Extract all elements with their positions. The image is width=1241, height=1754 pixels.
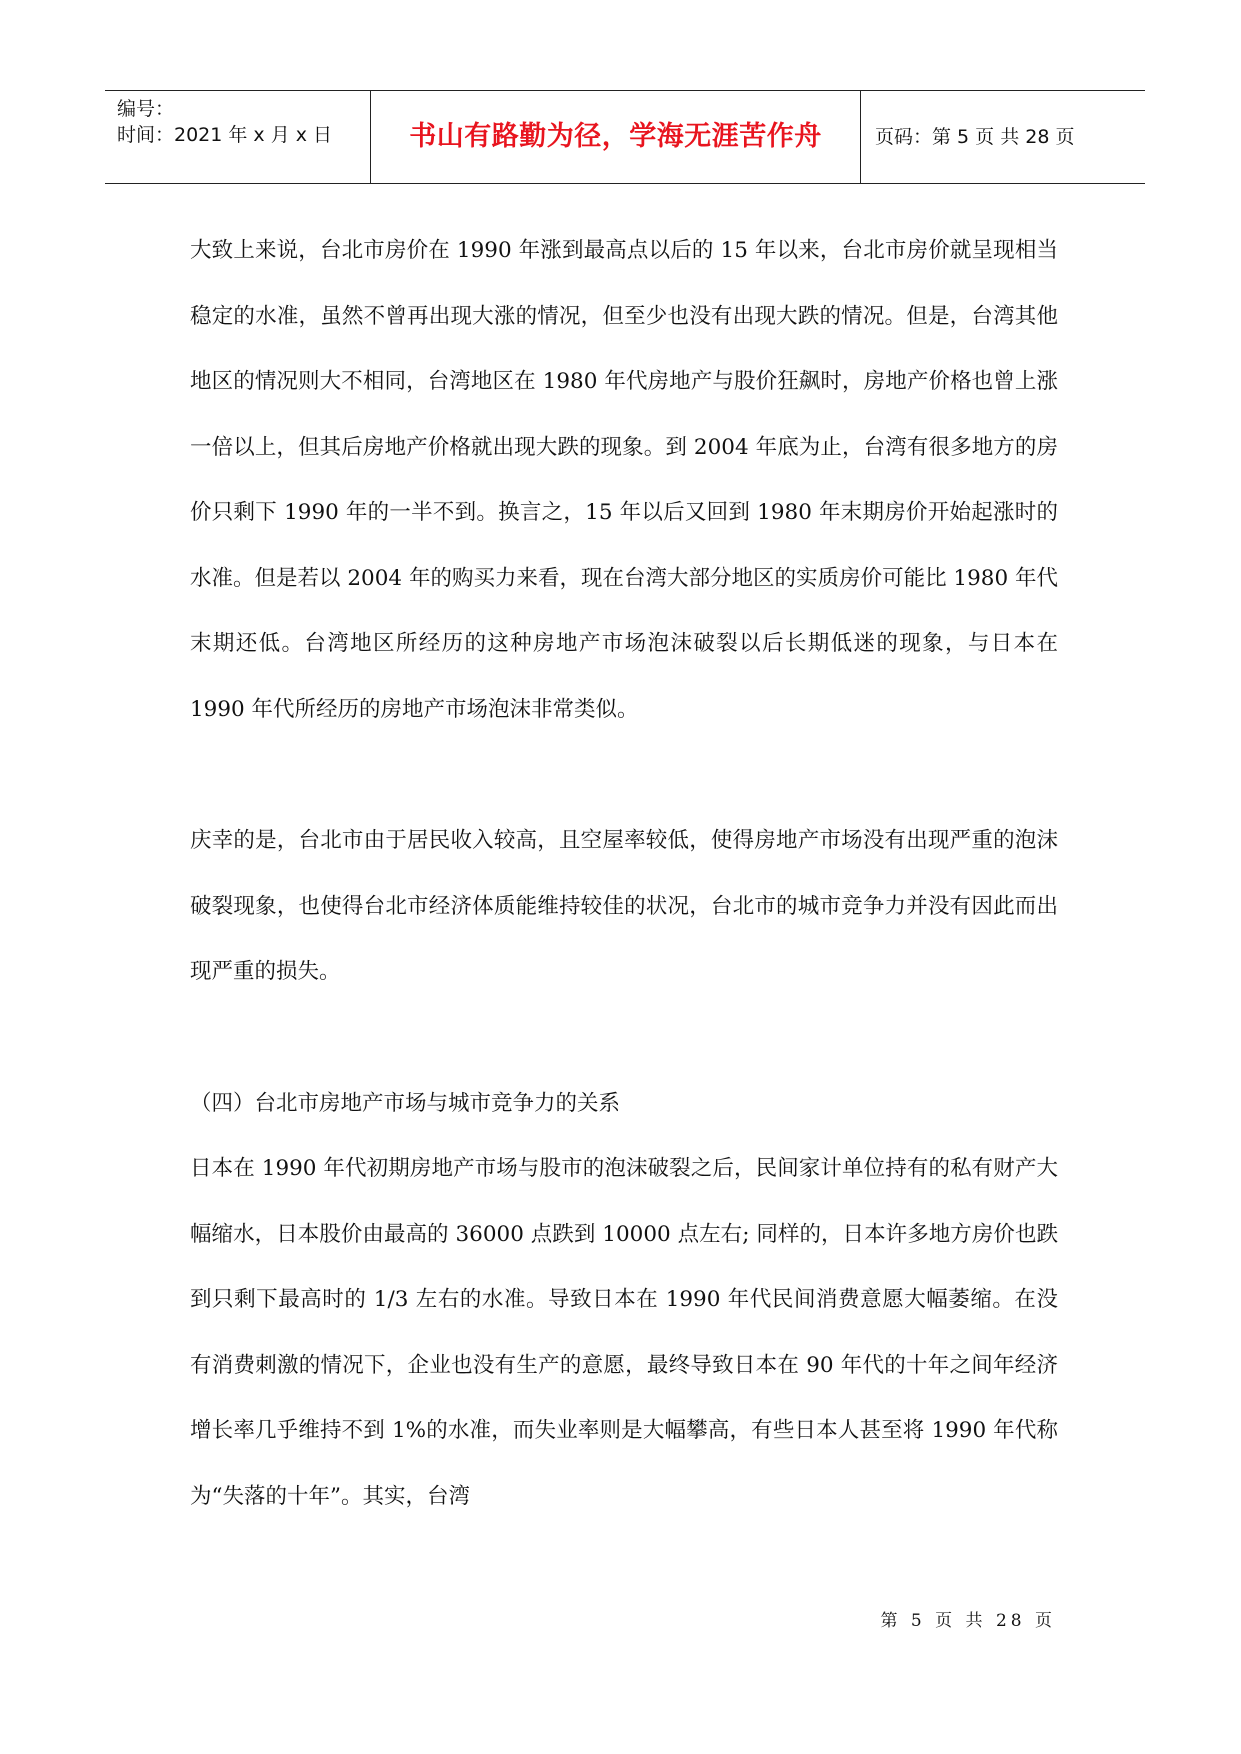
document-time-label: 时间：2021 年 x 月 x 日 <box>117 124 333 146</box>
document-code-label: 编号： <box>117 98 175 120</box>
page-header <box>105 90 1145 184</box>
header-page-code: 页码：第 5 页 共 28 页 <box>875 126 1075 148</box>
page-footer: 第 5 页 共 28 页 <box>880 1611 1056 1631</box>
header-motto: 书山有路勤为径，学海无涯苦作舟 <box>409 121 822 152</box>
paragraph-spacer <box>190 742 1058 808</box>
body-paragraph-3: 日本在 1990 年代初期房地产市场与股市的泡沫破裂之后，民间家计单位持有的私有财产大幅缩水，日本股价由最高的 36000 点跌到 10000 点左右; 同样的，日本许多地方房价也跌到只剩下最高时的 1/3 左右的水准。导致日本在 1990 年代民间消费意愿大幅萎缩。在没有消费刺激的情况下，企业也没有生产的意愿，最终导致日本在 90 年代的十年之间年经济增长率几乎维持不到 1%的水准，而失业率则是大幅攀高，有些日本人甚至将 1990 年代称为“失落的十年”。其实，台湾 <box>190 1156 1058 1509</box>
document-body <box>190 218 1058 1529</box>
body-paragraph-2: 庆幸的是，台北市由于居民收入较高，且空屋率较低，使得房地产市场没有出现严重的泡沫破裂现象，也使得台北市经济体质能维持较佳的状况，台北市的城市竞争力并没有因此而出现严重的损失。 <box>190 828 1058 984</box>
section-heading: （四）台北市房地产市场与城市竞争力的关系 <box>190 1090 621 1116</box>
body-paragraph-1: 大致上来说，台北市房价在 1990 年涨到最高点以后的 15 年以来，台北市房价就呈现相当稳定的水准，虽然不曾再出现大涨的情况，但至少也没有出现大跌的情况。但是，台湾其他地区的情况则大不相同，台湾地区在 1980 年代房地产与股价狂飙时，房地产价格也曾上涨一倍以上，但其后房地产价格就出现大跌的现象。到 2004 年底为止，台湾有很多地方的房价只剩下 1990 年的一半不到。换言之，15 年以后又回到 1980 年末期房价开始起涨时的水准。但是若以 2004 年的购买力来看，现在台湾大部分地区的实质房价可能比 1980 年代末期还低。台湾地区所经历的这种房地产市场泡沫破裂以后长期低迷的现象，与日本在 1990 年代所经历的房地产市场泡沫非常类似。 <box>190 238 1058 722</box>
paragraph-spacer <box>190 1005 1058 1071</box>
header-divider-right <box>860 91 861 183</box>
header-meta <box>117 91 367 183</box>
